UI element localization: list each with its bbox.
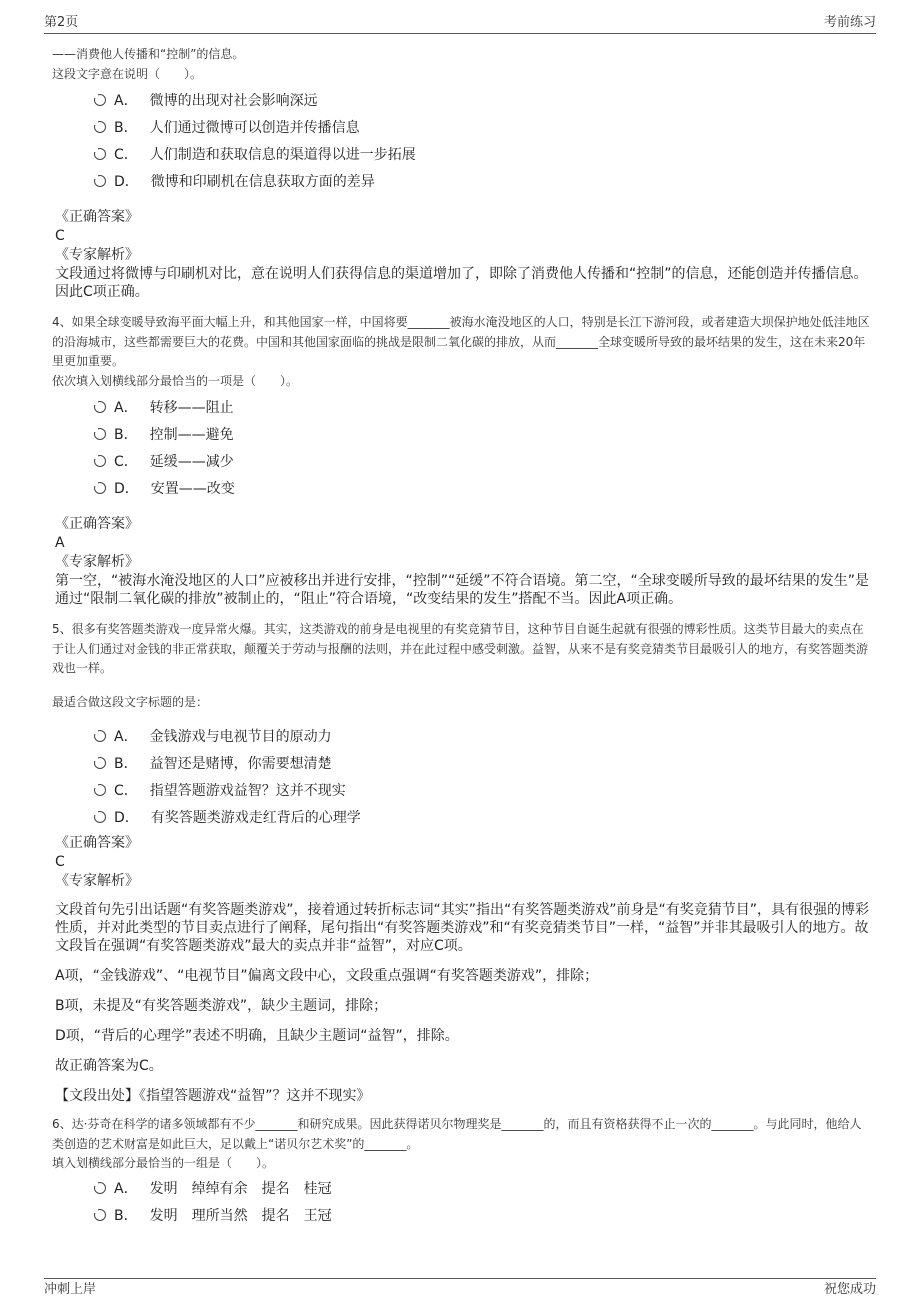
analysis-label: 《专家解析》 bbox=[55, 554, 139, 570]
source-text: 【文段出处】《指望答题游戏“益智”？这并不现实》 bbox=[55, 1088, 371, 1104]
analysis-text: 文段首句先引出话题“有奖答题类游戏”，接着通过转折标志词“其实”指出“有奖答题类游戏”前身是“有奖竞猜节目”，具有很强的博彩性质，并对此类型的节目卖点进行了阐释，尾句指出“有奖答题类游戏”和“有奖竞猜类节目”一样，“益智”并非其最吸引人的地方。故文段旨在强调“有奖答题类游戏”最大的卖点并非“益智”，对应C项。 bbox=[55, 902, 870, 954]
analysis-text: 故正确答案为C。 bbox=[55, 1058, 163, 1074]
radio-icon[interactable] bbox=[94, 757, 106, 769]
radio-icon[interactable] bbox=[94, 1209, 106, 1221]
footer-right: 祝您成功 bbox=[823, 1282, 876, 1297]
page-header bbox=[44, 14, 876, 34]
answer-label: 《正确答案》 bbox=[55, 209, 139, 225]
option-c[interactable]: C． 人们制造和获取信息的渠道得以进一步拓展 bbox=[94, 142, 872, 169]
answer-label: 《正确答案》 bbox=[55, 835, 139, 851]
answer-label: 《正确答案》 bbox=[55, 516, 139, 532]
analysis-text: B项，未提及“有奖答题类游戏”，缺少主题词，排除； bbox=[55, 998, 388, 1014]
question-text: 4、如果全球变暖导致海平面大幅上升，和其他国家一样，中国将要_______被海水淹没地区的人口，特别是长江下游河段，或者建造大坝保护地处低洼地区的沿海城市，这些都需要巨大的花费。中国和其他国家面临的挑战是限制二氧化碳的排放，从而_______全球变暖所导致的最坏结果的发生，这在未来20年里更加重要。 bbox=[52, 315, 870, 368]
question-text: 5、很多有奖答题类游戏一度异常火爆。其实，这类游戏的前身是电视里的有奖竞猜节目，这种节目自诞生起就有很强的博彩性质。这类节目最大的卖点在于让人们通过对金钱的非正常获取，颠覆关于劳动与报酬的法则，并在此过程中感受刺激。益智，从来不是有奖竞猜类节目最吸引人的地方，有奖答题类游戏也一样。 bbox=[52, 622, 869, 675]
option-b[interactable]: B． 控制——避免 bbox=[94, 422, 872, 449]
radio-icon[interactable] bbox=[94, 730, 106, 742]
option-a[interactable]: A． 发明 绰绰有余 提名 桂冠 bbox=[94, 1176, 872, 1203]
radio-icon[interactable] bbox=[94, 401, 106, 413]
radio-icon[interactable] bbox=[94, 784, 106, 796]
header-title: 考前练习 bbox=[823, 15, 876, 30]
option-c[interactable]: C． 延缓——减少 bbox=[94, 449, 872, 476]
answer-value: C bbox=[55, 228, 65, 244]
option-d[interactable]: D． 微博和印刷机在信息获取方面的差异 bbox=[94, 169, 872, 196]
radio-icon[interactable] bbox=[94, 94, 106, 106]
option-a[interactable]: A． 金钱游戏与电视节目的原动力 bbox=[94, 724, 872, 751]
analysis-text: A项，“金钱游戏”、“电视节目”偏离文段中心，文段重点强调“有奖答题类游戏”，排除； bbox=[55, 968, 599, 984]
page-footer bbox=[44, 1278, 876, 1298]
radio-icon[interactable] bbox=[94, 148, 106, 160]
option-list bbox=[52, 88, 872, 196]
page-number: 第2页 bbox=[44, 15, 79, 30]
question-prompt: 最适合做这段文字标题的是： bbox=[52, 694, 209, 709]
question-text: ——消费他人传播和“控制”的信息。 bbox=[52, 47, 245, 61]
question-prompt: 依次填入划横线部分最恰当的一项是（ ）。 bbox=[52, 373, 299, 388]
option-a[interactable]: A． 微博的出现对社会影响深远 bbox=[94, 88, 872, 115]
question-prompt: 填入划横线部分最恰当的一组是（ ）。 bbox=[52, 1156, 275, 1170]
question-text: 6、达·芬奇在科学的诸多领域都有不少_______和研究成果。因此获得诺贝尔物理奖是_______的，而且有资格获得不止一次的_______。与此同时，他给人类创造的艺术财富是如此巨大，足以戴上“诺贝尔艺术奖”的_______。 bbox=[52, 1117, 862, 1151]
question-prompt: 这段文字意在说明（ ）。 bbox=[52, 66, 203, 81]
radio-icon[interactable] bbox=[94, 175, 106, 187]
radio-icon[interactable] bbox=[94, 428, 106, 440]
answer-value: A bbox=[55, 535, 65, 551]
option-list bbox=[52, 395, 872, 503]
option-b[interactable]: B． 益智还是赌博，你需要想清楚 bbox=[94, 751, 872, 778]
page-content bbox=[0, 34, 920, 1236]
option-c[interactable]: C． 指望答题游戏益智？这并不现实 bbox=[94, 778, 872, 805]
footer-left: 冲刺上岸 bbox=[44, 1282, 97, 1297]
option-b[interactable]: B． 发明 理所当然 提名 王冠 bbox=[94, 1203, 872, 1230]
analysis-text: 第一空，“被海水淹没地区的人口”应被移出并进行安排，“控制”“延缓”不符合语境。第二空，“全球变暖所导致的最坏结果的发生”是通过“限制二氧化碳的排放”被制止的，“阻止”符合语境，“改变结果的发生”搭配不当。因此A项正确。 bbox=[55, 573, 870, 607]
option-d[interactable]: D． 有奖答题类游戏走红背后的心理学 bbox=[94, 805, 872, 832]
analysis-text: D项，“背后的心理学”表述不明确，且缺少主题词“益智”，排除。 bbox=[55, 1028, 459, 1044]
radio-icon[interactable] bbox=[94, 482, 106, 494]
radio-icon[interactable] bbox=[94, 811, 106, 823]
radio-icon[interactable] bbox=[94, 121, 106, 133]
analysis-label: 《专家解析》 bbox=[55, 247, 139, 263]
option-list bbox=[52, 724, 872, 832]
radio-icon[interactable] bbox=[94, 1182, 106, 1194]
option-b[interactable]: B． 人们通过微博可以创造并传播信息 bbox=[94, 115, 872, 142]
option-d[interactable]: D． 安置——改变 bbox=[94, 476, 872, 503]
analysis-text: 文段通过将微博与印刷机对比，意在说明人们获得信息的渠道增加了，即除了消费他人传播和“控制”的信息，还能创造并传播信息。因此C项正确。 bbox=[55, 266, 868, 300]
answer-value: C bbox=[55, 854, 65, 870]
radio-icon[interactable] bbox=[94, 455, 106, 467]
option-a[interactable]: A． 转移——阻止 bbox=[94, 395, 872, 422]
analysis-label: 《专家解析》 bbox=[55, 873, 139, 889]
option-list bbox=[52, 1176, 872, 1230]
